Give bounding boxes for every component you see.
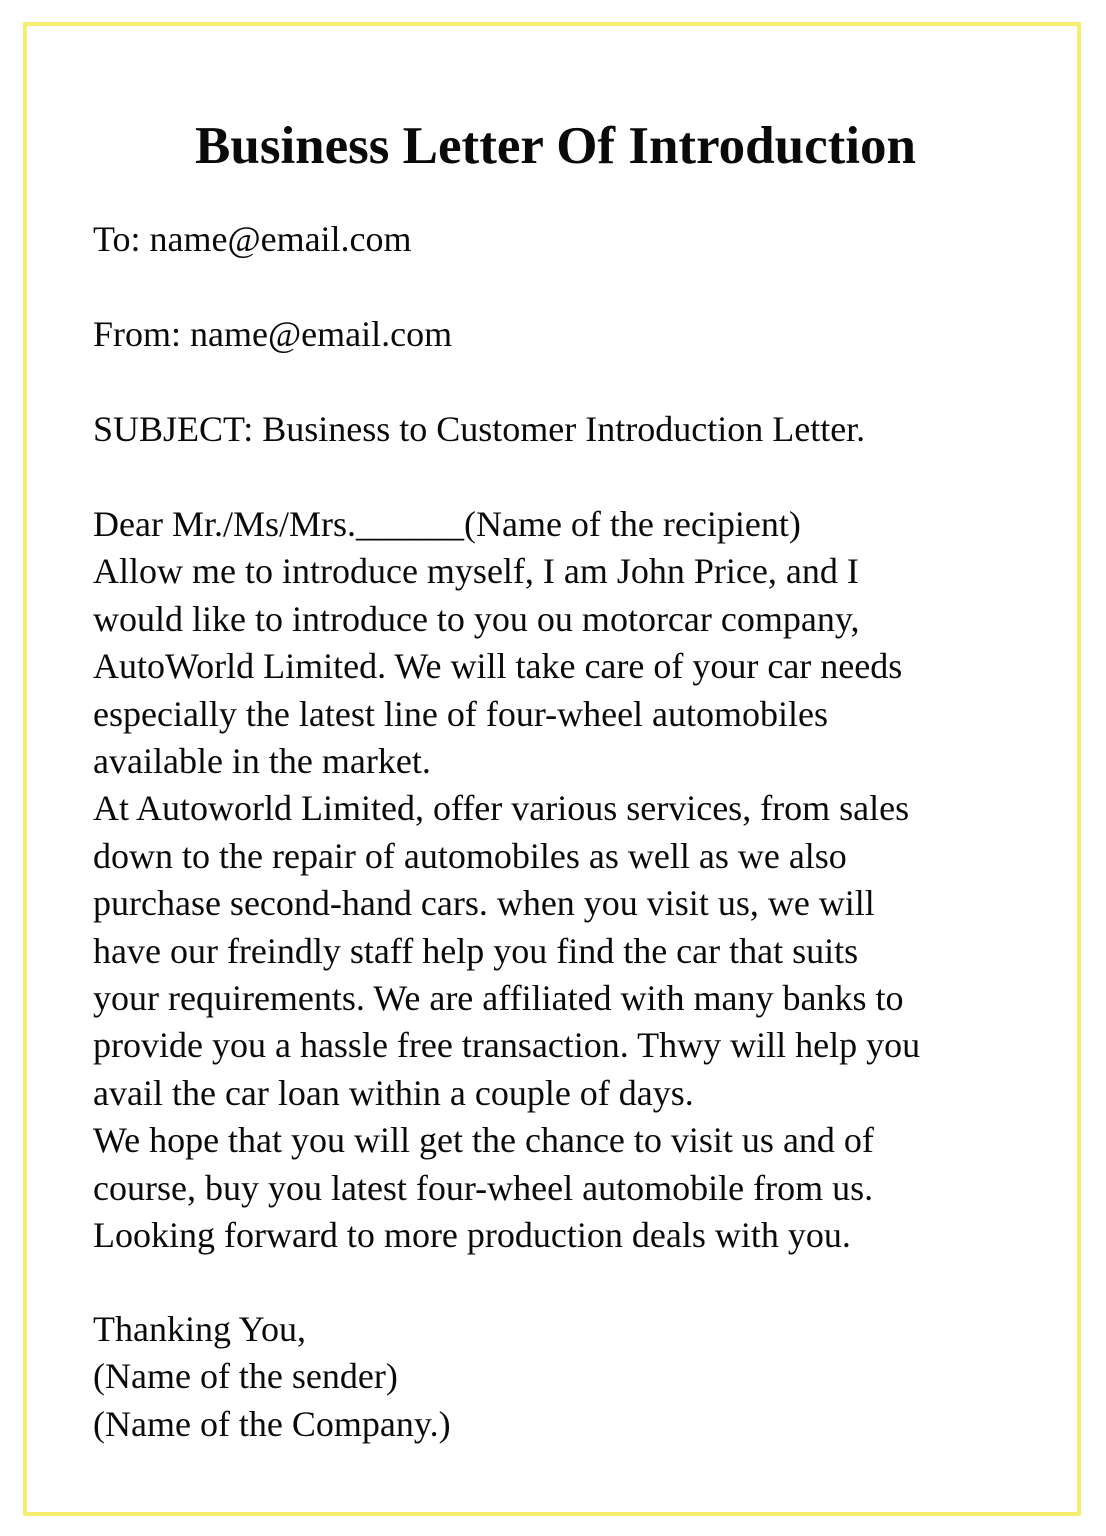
subject-line: SUBJECT: Business to Customer Introduction Letter. <box>93 409 866 449</box>
body-line: avail the car loan within a couple of days. <box>93 1072 694 1113</box>
salutation-line: Dear Mr./Ms/Mrs.______(Name of the recipient) <box>93 504 801 544</box>
sender-name-line: (Name of the sender) <box>93 1356 398 1397</box>
body-line: have our freindly staff help you find the car that suits <box>93 930 859 971</box>
body-line: your requirements. We are affiliated with many banks to <box>93 978 904 1019</box>
body-line: Looking forward to more production deals with you. <box>93 1215 851 1256</box>
body-line: Allow me to introduce myself, I am John Price, and I <box>93 551 859 592</box>
body-line: available in the market. <box>93 741 431 782</box>
body-line: AutoWorld Limited. We will take care of your car needs <box>93 646 903 687</box>
body-line: down to the repair of automobiles as well as we also <box>93 835 847 876</box>
from-line: From: name@email.com <box>93 314 453 354</box>
body-line: especially the latest line of four-wheel automobiles <box>93 693 829 734</box>
letter-closing <box>93 1306 451 1448</box>
body-line: At Autoworld Limited, offer various services, from sales <box>93 788 910 829</box>
body-line: course, buy you latest four-wheel automobile from us. <box>93 1167 874 1208</box>
to-line: To: name@email.com <box>93 219 412 259</box>
company-name-line: (Name of the Company.) <box>93 1403 451 1444</box>
body-line: purchase second-hand cars. when you visit us, we will <box>93 883 875 924</box>
letter-body <box>93 501 920 1260</box>
body-line: provide you a hassle free transaction. Thwy will help you <box>93 1025 921 1066</box>
page-title: Business Letter Of Introduction <box>195 117 916 175</box>
body-line: We hope that you will get the chance to visit us and of <box>93 1120 874 1161</box>
closing-line: Thanking You, <box>93 1309 307 1349</box>
body-line: would like to introduce to you ou motorcar company, <box>93 598 860 639</box>
